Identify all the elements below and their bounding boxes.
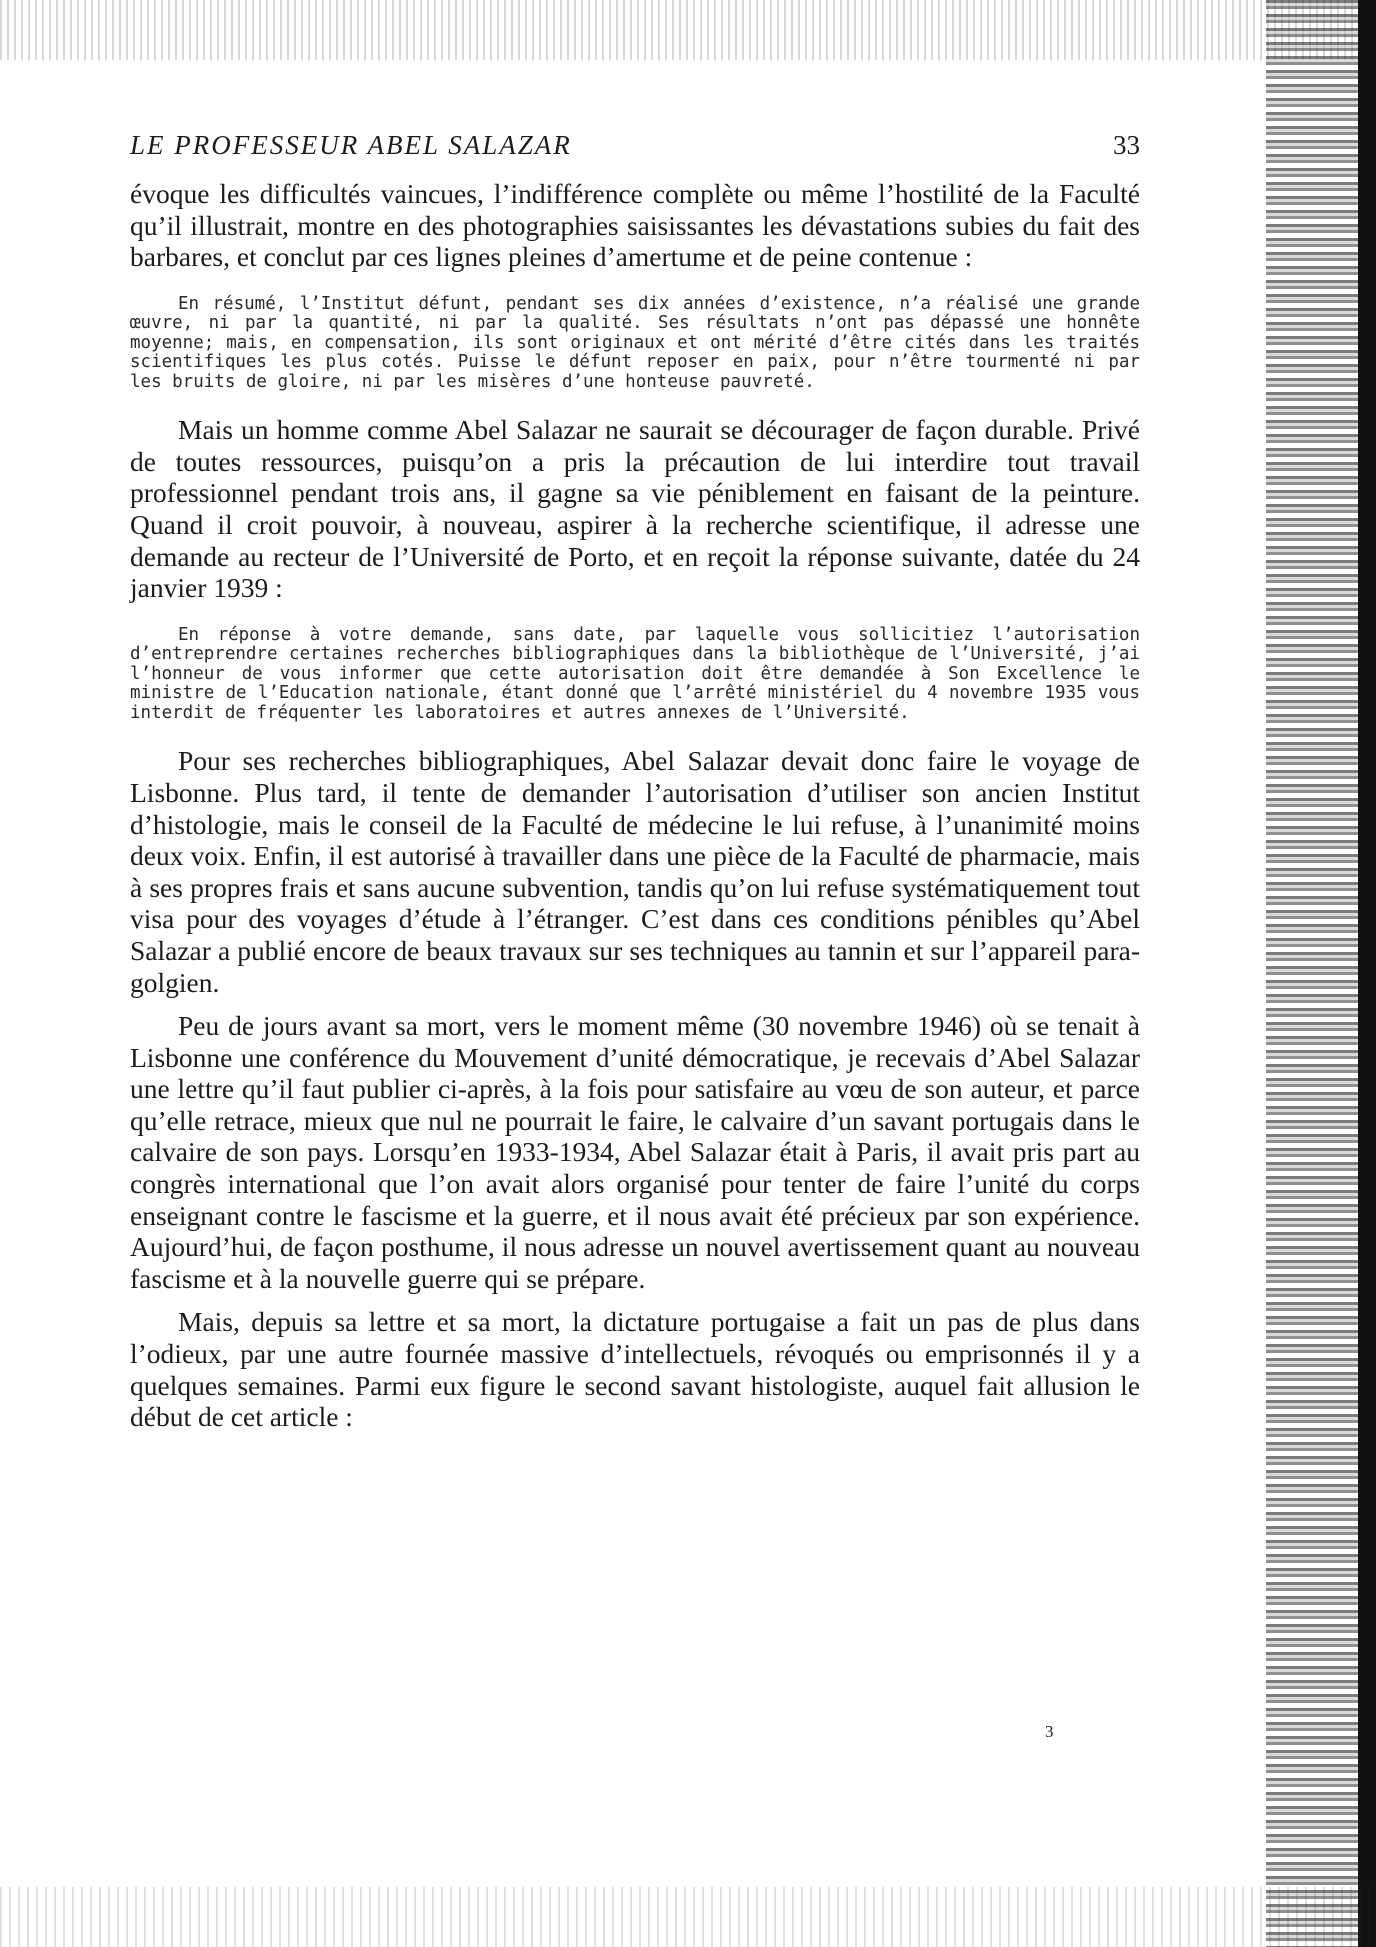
running-head [130,130,1140,170]
running-title: LE PROFESSEUR ABEL SALAZAR [130,130,572,160]
quotation-2: En réponse à votre demande, sans date, par laquelle vous sollicitiez l’autorisation d’entreprendre certaines recherches bibliographiques dans la bibliothèque de l’Université, j’ai l’honneur de vous informer que cette autorisation doit être demandée à Son Excellence le ministre de l’Education nationale, étant donné que l’arrêté ministériel du 4 novembre 1935 vous interdit de fréquenter les laboratoires et autres annexes de l’Université. [130,624,1140,723]
page-content [130,130,1140,1433]
paragraph-1: évoque les difficultés vaincues, l’indifférence complète ou même l’hostilité de la Faculté qu’il illustrait, montre en des photographies saisissantes les dévastations subies du fait des barbares, et conclut par ces lignes pleines d’amertume et de peine contenue : [130,178,1140,273]
page-number: 33 [1113,130,1140,160]
quotation-1: En résumé, l’Institut défunt, pendant ses dix années d’existence, n’a réalisé une grande œuvre, ni par la quantité, ni par la qualité. Ses résultats n’ont pas dépassé une honnête moyenne; mais, en compensation, ils sont originaux et ont mérité d’être cités dans les traités scientifiques les plus cotés. Puisse le défunt reposer en paix, pour n’être tourmenté ni par les bruits de gloire, ni par les misères d’une honteuse pauvreté. [130,293,1140,392]
paragraph-2: Mais un homme comme Abel Salazar ne saurait se décourager de façon durable. Privé de toutes ressources, puisqu’on a pris la précaution de lui interdire tout travail professionnel pendant trois ans, il gagne sa vie péniblement en faisant de la peinture. Quand il croit pouvoir, à nouveau, aspirer à la recherche scientifique, il adresse une demande au recteur de l’Université de Porto, et en reçoit la réponse suivante, datée du 24 janvier 1939 : [130,414,1140,604]
paragraph-5: Mais, depuis sa lettre et sa mort, la dictature portugaise a fait un pas de plus dans l’odieux, par une autre fournée massive d’intellectuels, révoqués ou emprisonnés il y a quelques semaines. Parmi eux figure le second savant histologiste, auquel fait allusion le début de cet article : [130,1306,1140,1433]
scan-noise-top [0,0,1376,60]
scan-noise-bottom [0,1887,1376,1947]
paragraph-4: Peu de jours avant sa mort, vers le moment même (30 novembre 1946) où se tenait à Lisbonne une conférence du Mouvement d’unité démocratique, je recevais d’Abel Salazar une lettre qu’il faut publier ci-après, à la fois pour satisfaire au vœu de son auteur, et parce qu’elle retrace, mieux que nul ne pourrait le faire, le calvaire d’un savant portugais dans le calvaire de son pays. Lorsqu’en 1933-1934, Abel Salazar était à Paris, il avait pris part au congrès international que l’on avait alors organisé pour tenter de faire l’unité du corps enseignant contre le fascisme et la guerre, et il nous avait été précieux par son expérience. Aujourd’hui, de façon posthume, il nous adresse un nouvel avertissement quant au nouveau fascisme et à la nouvelle guerre qui se prépare. [130,1010,1140,1294]
signature-mark: 3 [1045,1722,1054,1741]
paragraph-3: Pour ses recherches bibliographiques, Abel Salazar devait donc faire le voyage de Lisbonne. Plus tard, il tente de demander l’autorisation d’utiliser son ancien Institut d’histologie, mais le conseil de la Faculté de médecine le lui refuse, à l’unanimité moins deux voix. Enfin, il est autorisé à travailler dans une pièce de la Faculté de pharmacie, mais à ses propres frais et sans aucune subvention, tandis qu’on lui refuse systématiquement tout visa pour des voyages d’étude à l’étranger. C’est dans ces conditions pénibles qu’Abel Salazar a publié encore de beaux travaux sur ses techniques au tannin et sur l’appareil para-golgien. [130,745,1140,998]
scan-binding-edge [1358,0,1376,1947]
